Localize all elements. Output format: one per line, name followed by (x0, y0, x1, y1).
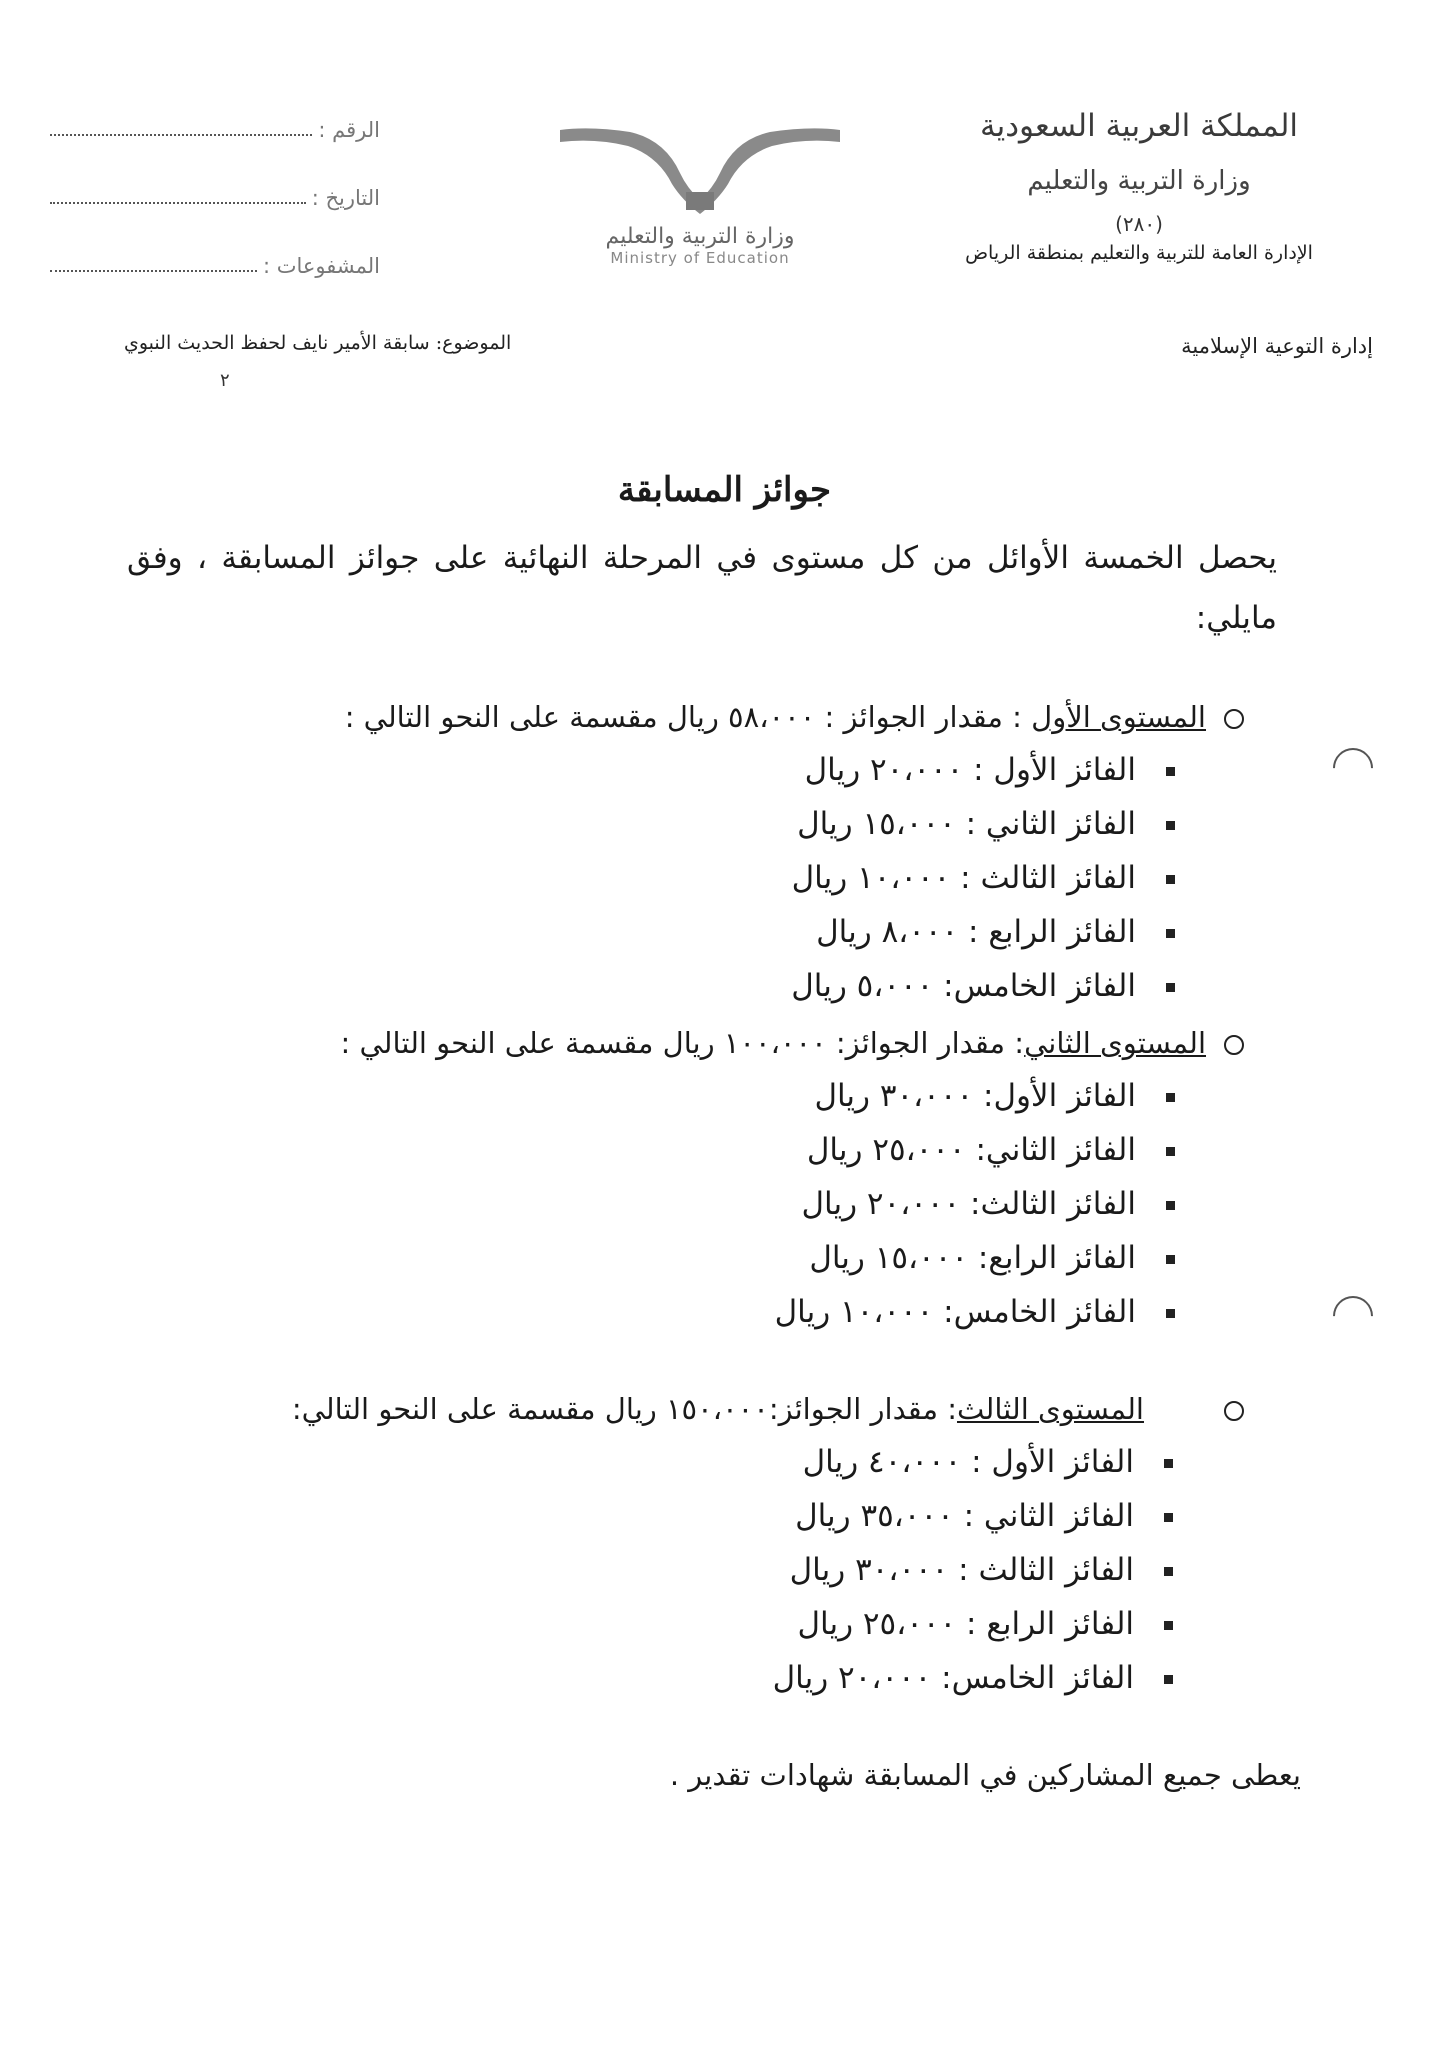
level-3-description: : مقدار الجوائز:١٥٠،٠٠٠ ريال مقسمة على النحو التالي: (291, 1392, 958, 1426)
square-bullet-icon (1166, 1309, 1175, 1318)
level-3-prize-1: الفائز الأول : ٤٠،٠٠٠ ريال (803, 1444, 1173, 1480)
square-bullet-icon (1166, 983, 1175, 992)
intro-paragraph: يحصل الخمسة الأوائل من كل مستوى في المرحلة النهائية على جوائز المسابقة ، وفق مايلي: (127, 540, 1277, 636)
date-field (50, 180, 380, 210)
level-1-prize-4: الفائز الرابع : ٨،٠٠٠ ريال (816, 914, 1175, 950)
level-3-prize-2: الفائز الثاني : ٣٥،٠٠٠ ريال (795, 1498, 1173, 1534)
level-2-name: المستوى الثاني (1024, 1026, 1206, 1060)
number-field-label: الرقم : (318, 118, 380, 142)
circle-bullet-icon (1224, 1401, 1244, 1421)
square-bullet-icon (1164, 1621, 1173, 1630)
level-2-prize-2: الفائز الثاني: ٢٥،٠٠٠ ريال (807, 1132, 1175, 1168)
number-field (50, 112, 380, 142)
level-3-prize-3: الفائز الثالث : ٣٠،٠٠٠ ريال (790, 1552, 1173, 1588)
square-bullet-icon (1164, 1675, 1173, 1684)
level-2-description: : مقدار الجوائز: ١٠٠،٠٠٠ ريال مقسمة على النحو التالي : (340, 1026, 1025, 1060)
square-bullet-icon (1166, 1147, 1175, 1156)
attachments-field (50, 248, 380, 278)
square-bullet-icon (1166, 767, 1175, 776)
page-number: ٢ (220, 370, 230, 391)
ministry-logo (540, 118, 860, 298)
level-3-prize-4: الفائز الرابع : ٢٥،٠٠٠ ريال (797, 1606, 1173, 1642)
square-bullet-icon (1164, 1513, 1173, 1522)
date-field-line (50, 202, 306, 204)
page-title: جوائز المسابقة (617, 470, 832, 510)
level-2-heading (340, 1026, 1244, 1060)
level-1-name: المستوى الأول (1031, 700, 1206, 734)
attachments-field-label: المشفوعات : (262, 254, 380, 278)
square-bullet-icon (1164, 1567, 1173, 1576)
date-field-label: التاريخ : (311, 186, 380, 210)
level-2-prize-1: الفائز الأول: ٣٠،٠٠٠ ريال (814, 1078, 1175, 1114)
attachments-field-line (50, 270, 257, 272)
level-1-prize-2: الفائز الثاني : ١٥،٠٠٠ ريال (797, 806, 1175, 842)
logo-english-text: Ministry of Education (610, 249, 790, 267)
logo-arabic-text: وزارة التربية والتعليم (605, 224, 795, 249)
level-3-prize-5: الفائز الخامس: ٢٠،٠٠٠ ريال (773, 1660, 1173, 1696)
square-bullet-icon (1166, 1093, 1175, 1102)
circle-bullet-icon (1224, 1035, 1244, 1055)
punch-hole-mark (1325, 1288, 1382, 1345)
square-bullet-icon (1166, 1201, 1175, 1210)
level-1-description: : مقدار الجوائز : ٥٨،٠٠٠ ريال مقسمة على النحو التالي : (344, 700, 1032, 734)
administration-name: الإدارة العامة للتربية والتعليم بمنطقة الرياض (965, 242, 1313, 264)
level-3-heading (292, 1392, 1244, 1426)
square-bullet-icon (1166, 821, 1175, 830)
punch-hole-mark (1325, 740, 1382, 797)
square-bullet-icon (1166, 929, 1175, 938)
department-name: إدارة التوعية الإسلامية (1181, 334, 1373, 358)
kingdom-name: المملكة العربية السعودية (979, 108, 1299, 144)
level-1-prize-5: الفائز الخامس: ٥،٠٠٠ ريال (791, 968, 1175, 1004)
letterhead-right (929, 108, 1349, 264)
level-2-prize-5: الفائز الخامس: ١٠،٠٠٠ ريال (775, 1294, 1175, 1330)
circle-bullet-icon (1224, 709, 1244, 729)
level-1-prize-3: الفائز الثالث : ١٠،٠٠٠ ريال (792, 860, 1175, 896)
level-1-prize-1: الفائز الأول : ٢٠،٠٠٠ ريال (805, 752, 1175, 788)
ministry-name: وزارة التربية والتعليم (1027, 166, 1251, 196)
level-3-name: المستوى الثالث (957, 1392, 1144, 1426)
level-1-heading (345, 700, 1244, 734)
certificates-note: يعطى جميع المشاركين في المسابقة شهادات تقدير . (669, 1758, 1301, 1792)
level-2-prize-3: الفائز الثالث: ٢٠،٠٠٠ ريال (801, 1186, 1175, 1222)
level-2-prize-4: الفائز الرابع: ١٥،٠٠٠ ريال (809, 1240, 1175, 1276)
subject-line: الموضوع: سابقة الأمير نايف لحفظ الحديث النبوي (124, 332, 512, 354)
square-bullet-icon (1166, 1255, 1175, 1264)
office-code: (٢٨٠) (1115, 212, 1163, 236)
square-bullet-icon (1164, 1459, 1173, 1468)
number-field-line (50, 134, 312, 136)
square-bullet-icon (1166, 875, 1175, 884)
ministry-emblem-icon (550, 118, 850, 218)
